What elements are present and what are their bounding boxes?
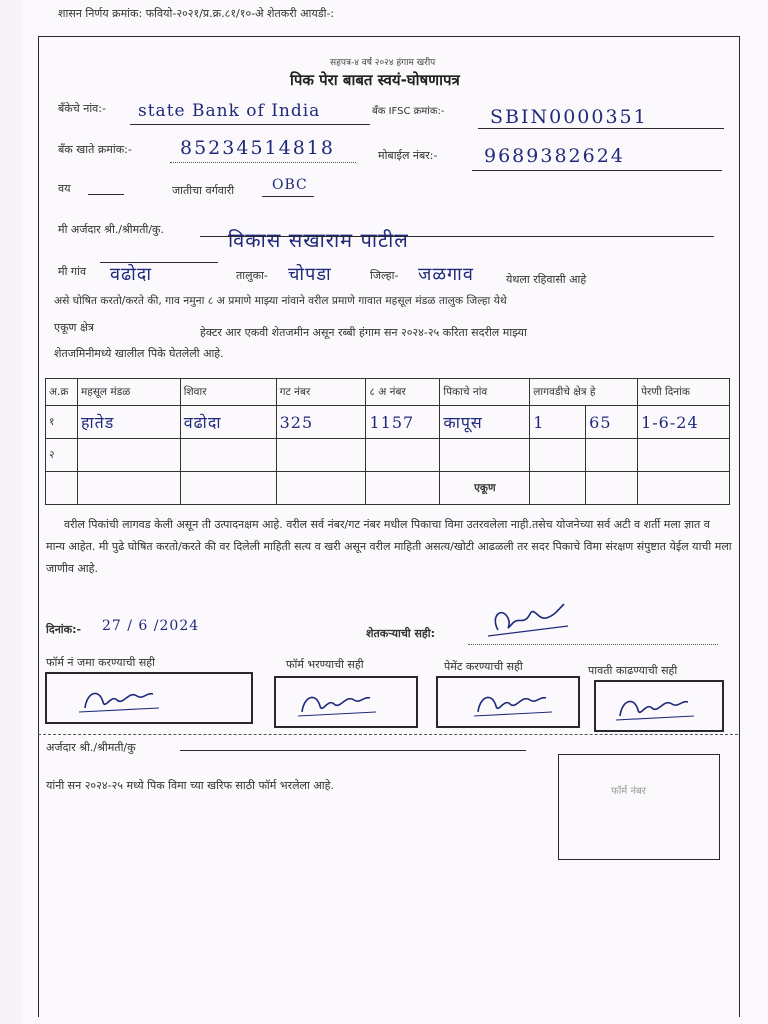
cell: [440, 439, 530, 472]
col-shivar: शिवार: [180, 379, 276, 406]
form-number-label: फॉर्म नंबर: [611, 786, 646, 797]
sign-box-4: [594, 680, 724, 732]
declaration-line-3: शेतजमिनीमध्ये खालील पिके घेतलेली आहे.: [54, 347, 224, 360]
ifsc-line: [478, 128, 724, 129]
declaration-line-1: असे घोषित करतो/करते की, गाव नमुना ८ अ प्रमाणे माझ्या नांवाने वरील प्रमाणे गावात महसूल मंडळ तालुक जिल्हा येथे: [54, 294, 507, 307]
table-total-row: [46, 472, 730, 505]
col-gat-number: गट नंबर: [276, 379, 366, 406]
crop-table: [45, 378, 730, 505]
table-row: [46, 406, 730, 439]
account-label: बँक खाते क्रमांक:-: [58, 143, 132, 156]
cell: [77, 439, 180, 472]
cell: [586, 439, 638, 472]
cut-line: [38, 734, 738, 735]
date-label: दिनांक:-: [46, 623, 82, 636]
cell: [366, 439, 440, 472]
signature-mark: [438, 678, 578, 726]
table-row: [46, 439, 730, 472]
farmer-signature: [468, 596, 578, 644]
cell: [638, 439, 730, 472]
age-label: वय: [58, 182, 71, 195]
cell: 325: [276, 406, 366, 439]
cell: [77, 472, 180, 505]
cell: [276, 439, 366, 472]
form-title: पिक पेरा बाबत स्वयं-घोषणापत्र: [290, 71, 460, 89]
mobile-line: [472, 170, 722, 171]
cell: 65: [586, 406, 638, 439]
total-label: एकूण: [440, 472, 530, 505]
receipt-text: यांनी सन २०२४-२५ मध्ये पिक विमा च्या खरिफ साठी फॉर्म भरलेला आहे.: [46, 779, 334, 792]
cell: १: [46, 406, 78, 439]
district-label: जिल्हा-: [370, 269, 399, 282]
sign-box-2: [274, 676, 418, 728]
mobile-value: 9689382624: [484, 145, 625, 167]
date-value: 27 / 6 /2024: [102, 618, 200, 634]
mobile-label: मोबाईल नंबर:-: [378, 149, 438, 162]
signature-mark: [47, 674, 251, 722]
cell: [180, 439, 276, 472]
table-header-row: [46, 379, 730, 406]
sign-label-1: फॉर्म नं जमा करण्याची सही: [46, 656, 155, 669]
village-label: मी गांव: [58, 265, 87, 278]
sign-label-2: फॉर्म भरण्याची सही: [286, 658, 364, 671]
resident-text: येथला रहिवासी आहे: [506, 273, 587, 286]
cell: वढोदा: [180, 406, 276, 439]
col-sowing-date: पेरणी दिनांक: [638, 379, 730, 406]
village-value: वढोदा: [110, 264, 153, 285]
cell: [276, 472, 366, 505]
caste-label: जातीचा वर्गवारी: [172, 184, 235, 197]
farmer-sign-line: [468, 644, 718, 645]
cell: [46, 472, 78, 505]
ifsc-label: बँक IFSC क्रमांक:-: [372, 106, 445, 117]
col-area: लागवडीचे क्षेत्र हे: [530, 379, 638, 406]
cell: कापूस: [440, 406, 530, 439]
cell: हातेड: [77, 406, 180, 439]
bank-name-value: state Bank of India: [138, 101, 321, 121]
cell: [586, 472, 638, 505]
caste-line: [262, 196, 314, 197]
gr-reference: शासन निर्णय क्रमांक: फवियो-२०२१/प्र.क्र.८१/१०-अे शेतकरी आयडी-:: [58, 7, 335, 20]
sign-label-4: पावती काढण्याची सही: [588, 664, 678, 677]
col-revenue-circle: महसूल मंडळ: [77, 379, 180, 406]
bank-name-label: बँकेचे नांव:-: [58, 102, 106, 115]
farmer-sign-label: शेतकऱ्याची सही:: [366, 627, 436, 640]
form-number-box: [558, 754, 720, 860]
bank-name-line: [130, 124, 370, 125]
sign-label-3: पेमेंट करण्याची सही: [444, 660, 523, 673]
cell: [530, 439, 586, 472]
cell: [638, 472, 730, 505]
signature-mark: [596, 682, 722, 730]
ifsc-value: SBIN0000351: [490, 106, 648, 128]
applicant-value: विकास सखाराम पाटील: [228, 228, 409, 252]
sign-box-1: [45, 672, 253, 724]
declaration-line-2: हेक्टर आर एकवी शेतजमीन असून रब्बी हंगाम सन २०२४-२५ करिता सदरील माझ्या: [200, 326, 527, 339]
col-crop-name: पिकाचे नांव: [440, 379, 530, 406]
signature-mark: [276, 678, 416, 726]
receipt-applicant-line: [180, 750, 526, 751]
statement-paragraph: वरील पिकांची लागवड केली असून ती उत्पादनक्षम आहे. वरील सर्व नंबर/गट नंबर मधील पिकाचा विमा उतरवलेला नाही.तसेच योजनेच्या सर्व अटी व शर्ती मला ज्ञात व मान्य आहेत. मी पुढे घोषित करतो/करते की वर दिलेली माहिती सत्य व खरी असून वरील माहिती असत्य/खोटी आढळली तर सदर पिकाचे विमा संरक्षण संपुष्टात येईल याची मला जाणीव आहे.: [46, 518, 732, 575]
district-value: जळगाव: [418, 264, 474, 285]
cell: 1: [530, 406, 586, 439]
sign-box-3: [436, 676, 580, 728]
annex-label: सहपत्र-४ वर्ष २०२४ हंगाम खरीप: [330, 58, 436, 68]
cell: [530, 472, 586, 505]
taluka-value: चोपडा: [288, 264, 332, 285]
caste-value: OBC: [272, 177, 308, 193]
taluka-label: तालुका-: [236, 269, 268, 282]
applicant-label: मी अर्जदार श्री./श्रीमती/कु.: [58, 223, 164, 236]
village-line: [100, 262, 218, 263]
account-line: [170, 162, 356, 163]
age-line: [88, 194, 124, 195]
applicant-line: [200, 236, 714, 237]
account-value: 85234514818: [180, 137, 335, 159]
cell: [366, 472, 440, 505]
cell: [180, 472, 276, 505]
col-serial: अ.क्र: [46, 379, 78, 406]
receipt-applicant-label: अर्जदार श्री./श्रीमती/कु: [46, 741, 136, 754]
cell: 1-6-24: [638, 406, 730, 439]
cell: 1157: [366, 406, 440, 439]
col-8a-number: ८ अ नंबर: [366, 379, 440, 406]
area-label: एकूण क्षेत्र: [54, 321, 94, 334]
cell: २: [46, 439, 78, 472]
